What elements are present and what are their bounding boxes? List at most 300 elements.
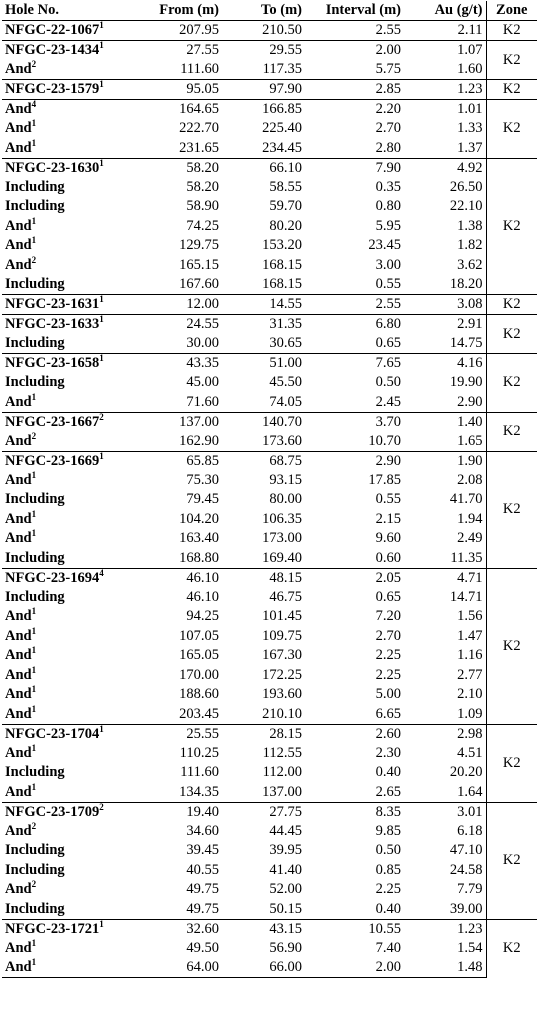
to-cell: 140.70 (222, 412, 305, 432)
table-row (2, 919, 537, 939)
from-cell: 110.25 (179, 744, 219, 761)
from-cell: 30.00 (186, 335, 219, 351)
au-cell: 3.08 (404, 295, 486, 315)
hole-label: And (5, 237, 32, 254)
table-row (2, 724, 537, 744)
au-cell: 20.20 (449, 764, 483, 781)
hole-label: Including (5, 549, 65, 566)
au-cell: 3.62 (457, 256, 483, 273)
footnote-marker: 2 (31, 821, 37, 831)
footnote-marker: 2 (31, 60, 37, 70)
interval-cell: 6.80 (305, 315, 404, 335)
interval-cell: 2.90 (305, 451, 404, 471)
table-row (2, 939, 537, 959)
zone-cell: K2 (486, 354, 537, 413)
hole-label: And (5, 471, 32, 488)
hole-label: NFGC-23-1658 (5, 355, 100, 371)
table-row (2, 21, 537, 41)
from-cell: 162.90 (179, 432, 219, 449)
from-cell: 94.25 (186, 608, 219, 625)
from-cell: 134.35 (179, 783, 219, 800)
to-cell: 97.90 (222, 80, 305, 100)
interval-cell: 0.80 (375, 198, 401, 215)
from-cell: 58.20 (139, 158, 222, 178)
from-cell: 49.50 (186, 939, 219, 956)
zone-cell: K2 (486, 919, 537, 978)
from-cell: 32.60 (139, 919, 222, 939)
table-row (2, 139, 537, 159)
table-row (2, 217, 537, 237)
interval-cell: 9.85 (375, 822, 401, 839)
interval-cell: 6.65 (375, 705, 401, 722)
au-cell: 26.50 (449, 178, 483, 195)
table-row (2, 80, 537, 100)
table-row (2, 197, 537, 217)
footnote-marker: 4 (99, 568, 104, 578)
footnote-marker: 1 (99, 294, 104, 305)
to-cell: 112.55 (262, 744, 302, 761)
table-row (2, 705, 537, 725)
zone-cell: K2 (486, 568, 537, 724)
table-row (2, 158, 537, 178)
from-cell: 71.60 (186, 393, 219, 410)
from-cell: 129.75 (179, 237, 219, 254)
to-cell: 59.70 (269, 198, 302, 215)
hole-cell (2, 393, 139, 413)
hole-label: Including (5, 900, 65, 917)
to-cell: 117.35 (262, 61, 302, 77)
zone-cell: K2 (486, 41, 537, 80)
hole-cell (2, 197, 139, 217)
to-cell: 58.55 (269, 178, 302, 195)
footnote-marker: 2 (31, 431, 37, 441)
from-cell: 27.55 (139, 41, 222, 61)
hole-label: NFGC-23-1704 (5, 725, 100, 742)
hole-label: NFGC-23-1694 (5, 569, 100, 586)
to-cell: 112.00 (262, 764, 302, 781)
hole-cell (2, 841, 139, 861)
table-row (2, 568, 537, 588)
interval-cell: 7.65 (305, 354, 404, 374)
from-cell: 167.60 (179, 276, 219, 292)
hole-cell (2, 236, 139, 256)
hole-cell (2, 451, 139, 471)
hole-label: And (5, 686, 32, 703)
hole-cell (2, 41, 139, 61)
hole-label: And (5, 647, 32, 664)
to-cell: 56.90 (269, 939, 302, 956)
hole-cell (2, 139, 139, 159)
interval-cell: 7.20 (375, 608, 401, 625)
table-row (2, 354, 537, 374)
footnote-marker: 4 (31, 99, 37, 110)
from-cell: 45.00 (186, 374, 219, 391)
interval-cell: 2.85 (305, 80, 404, 100)
hole-label: And (5, 510, 32, 527)
from-cell: 163.40 (179, 530, 219, 547)
to-cell: 210.10 (262, 705, 302, 722)
interval-cell: 2.00 (305, 41, 404, 61)
table-row (2, 60, 537, 80)
from-cell: 95.05 (139, 80, 222, 100)
from-cell: 64.00 (139, 958, 222, 978)
to-cell: 106.35 (262, 510, 302, 527)
au-cell: 24.58 (449, 861, 483, 878)
zone-cell: K2 (486, 80, 537, 100)
from-cell: 40.55 (186, 861, 219, 878)
hole-label: NFGC-23-1721 (5, 920, 100, 937)
au-cell: 1.38 (457, 217, 483, 234)
hole-label: And (5, 61, 32, 77)
interval-cell: 2.00 (305, 958, 404, 978)
hole-cell (2, 900, 139, 920)
hole-cell (2, 627, 139, 647)
table-row (2, 432, 537, 452)
table-row (2, 588, 537, 608)
hole-cell (2, 783, 139, 803)
hole-label: Including (5, 198, 65, 215)
hole-cell (2, 802, 139, 822)
to-cell: 14.55 (222, 295, 305, 315)
footnote-marker: 1 (31, 138, 37, 148)
to-cell: 169.40 (262, 549, 302, 566)
from-cell: 65.85 (139, 451, 222, 471)
hole-cell (2, 80, 139, 100)
from-cell: 137.00 (139, 412, 222, 432)
from-cell: 43.35 (139, 354, 222, 374)
interval-cell: 10.55 (305, 919, 404, 939)
hole-cell (2, 919, 139, 939)
hole-cell (2, 705, 139, 725)
au-cell: 1.23 (404, 919, 486, 939)
interval-cell: 2.60 (305, 724, 404, 744)
from-cell: 49.75 (186, 900, 219, 917)
hole-cell (2, 880, 139, 900)
table-row (2, 900, 537, 920)
from-cell: 25.55 (139, 724, 222, 744)
from-cell: 188.60 (179, 686, 219, 703)
to-cell: 66.10 (222, 158, 305, 178)
au-cell: 1.94 (457, 510, 483, 527)
au-cell: 2.98 (404, 724, 486, 744)
interval-cell: 2.70 (375, 627, 401, 644)
interval-cell: 0.65 (375, 588, 401, 605)
interval-cell: 2.65 (375, 783, 401, 800)
interval-cell: 2.25 (375, 647, 401, 664)
hole-label: Including (5, 588, 65, 605)
header-zone: Zone (486, 1, 537, 21)
zone-cell: K2 (486, 802, 537, 919)
footnote-marker: 1 (31, 119, 37, 129)
table-row (2, 607, 537, 627)
hole-cell (2, 373, 139, 393)
hole-label: And (5, 393, 32, 410)
to-cell: 43.15 (222, 919, 305, 939)
footnote-marker: 1 (31, 626, 37, 636)
table-row (2, 861, 537, 881)
from-cell: 111.60 (180, 61, 219, 77)
hole-cell (2, 724, 139, 744)
hole-cell (2, 471, 139, 491)
hole-cell (2, 510, 139, 530)
table-row (2, 627, 537, 647)
au-cell: 2.77 (457, 666, 483, 683)
interval-cell: 0.65 (375, 335, 401, 351)
zone-cell: K2 (486, 451, 537, 568)
au-cell: 1.65 (457, 432, 483, 449)
au-cell: 4.16 (404, 354, 486, 374)
hole-cell (2, 315, 139, 335)
hole-cell (2, 490, 139, 510)
footnote-marker: 1 (99, 451, 104, 461)
table-row (2, 880, 537, 900)
from-cell: 107.05 (179, 627, 219, 644)
footnote-marker: 1 (31, 236, 37, 246)
au-cell: 18.20 (449, 276, 483, 292)
to-cell: 44.45 (269, 822, 302, 839)
au-cell: 2.10 (457, 686, 483, 703)
hole-cell (2, 217, 139, 237)
au-cell: 4.51 (457, 744, 483, 761)
au-cell: 1.23 (404, 80, 486, 100)
from-cell: 170.00 (179, 666, 219, 683)
hole-cell (2, 549, 139, 569)
hole-label: And (5, 959, 32, 975)
header-interval: Interval (m) (305, 1, 404, 21)
to-cell: 167.30 (262, 647, 302, 664)
table-row (2, 236, 537, 256)
table-row (2, 295, 537, 315)
au-cell: 1.07 (404, 41, 486, 61)
hole-label: And (5, 432, 32, 449)
to-cell: 74.05 (269, 393, 302, 410)
footnote-marker: 1 (99, 919, 104, 929)
interval-cell: 7.90 (305, 158, 404, 178)
from-cell: 24.55 (139, 315, 222, 335)
interval-cell: 0.55 (375, 491, 401, 508)
table-row (2, 41, 537, 61)
hole-cell (2, 646, 139, 666)
hole-cell (2, 21, 139, 41)
hole-cell (2, 100, 139, 120)
hole-label: And (5, 939, 32, 956)
hole-cell (2, 588, 139, 608)
header-row (2, 1, 537, 21)
from-cell: 164.65 (139, 100, 222, 120)
to-cell: 173.00 (262, 530, 302, 547)
hole-cell (2, 568, 139, 588)
footnote-marker: 1 (31, 607, 37, 617)
interval-cell: 2.05 (305, 568, 404, 588)
footnote-marker: 1 (99, 79, 104, 90)
au-cell: 1.33 (457, 120, 483, 137)
table-row (2, 471, 537, 491)
from-cell: 222.70 (179, 120, 219, 137)
hole-cell (2, 334, 139, 354)
hole-label: And (5, 744, 32, 761)
hole-label: And (5, 608, 32, 625)
au-cell: 1.82 (457, 237, 483, 254)
interval-cell: 23.45 (368, 237, 401, 254)
from-cell: 19.40 (139, 802, 222, 822)
au-cell: 41.70 (449, 491, 483, 508)
footnote-marker: 1 (31, 509, 37, 519)
au-cell: 1.01 (404, 100, 486, 120)
interval-cell: 5.00 (375, 686, 401, 703)
table-row (2, 373, 537, 393)
hole-cell (2, 861, 139, 881)
to-cell: 46.75 (269, 588, 302, 605)
footnote-marker: 1 (99, 20, 104, 31)
au-cell: 1.48 (404, 958, 486, 978)
footnote-marker: 1 (31, 782, 37, 792)
from-cell: 231.65 (179, 139, 219, 156)
interval-cell: 9.60 (375, 530, 401, 547)
hole-label: NFGC-23-1579 (5, 81, 100, 97)
from-cell: 46.10 (186, 588, 219, 605)
interval-cell: 3.70 (305, 412, 404, 432)
to-cell: 93.15 (269, 471, 302, 488)
to-cell: 51.00 (222, 354, 305, 374)
interval-cell: 5.75 (375, 61, 401, 77)
hole-cell (2, 412, 139, 432)
table-row (2, 119, 537, 139)
hole-label: Including (5, 764, 65, 781)
footnote-marker: 1 (99, 724, 104, 734)
hole-label: And (5, 783, 32, 800)
table-row (2, 412, 537, 432)
hole-cell (2, 178, 139, 198)
from-cell: 34.60 (186, 822, 219, 839)
from-cell: 111.60 (180, 764, 219, 781)
interval-cell: 5.95 (375, 217, 401, 234)
hole-label: Including (5, 335, 65, 351)
drill-results-table (2, 1, 537, 978)
interval-cell: 2.55 (305, 295, 404, 315)
footnote-marker: 1 (99, 353, 104, 364)
table-row (2, 549, 537, 569)
au-cell: 3.01 (404, 802, 486, 822)
au-cell: 2.11 (404, 21, 486, 41)
from-cell: 165.05 (179, 647, 219, 664)
header-to: To (m) (222, 1, 305, 21)
hole-cell (2, 744, 139, 764)
table-body (2, 21, 537, 978)
hole-cell (2, 822, 139, 842)
table-row (2, 685, 537, 705)
interval-cell: 2.25 (375, 881, 401, 898)
hole-cell (2, 432, 139, 452)
interval-cell: 2.15 (375, 510, 401, 527)
zone-cell: K2 (486, 100, 537, 159)
hole-label: And (5, 139, 32, 156)
hole-cell (2, 354, 139, 374)
footnote-marker: 1 (31, 938, 37, 948)
hole-label: NFGC-23-1630 (5, 159, 100, 176)
from-cell: 46.10 (139, 568, 222, 588)
from-cell: 74.25 (186, 217, 219, 234)
hole-cell (2, 529, 139, 549)
to-cell: 66.00 (222, 958, 305, 978)
au-cell: 1.60 (457, 61, 483, 77)
interval-cell: 10.70 (368, 432, 401, 449)
interval-cell: 3.00 (375, 256, 401, 273)
au-cell: 7.79 (457, 881, 483, 898)
interval-cell: 0.50 (375, 374, 401, 391)
table-row (2, 529, 537, 549)
table-row (2, 393, 537, 413)
from-cell: 79.45 (186, 491, 219, 508)
footnote-marker: 1 (99, 40, 104, 51)
au-cell: 2.49 (457, 530, 483, 547)
from-cell: 12.00 (139, 295, 222, 315)
hole-label: And (5, 530, 32, 547)
footnote-marker: 1 (31, 685, 37, 695)
to-cell: 68.75 (222, 451, 305, 471)
table-row (2, 178, 537, 198)
hole-label: NFGC-23-1631 (5, 296, 100, 312)
from-cell: 104.20 (179, 510, 219, 527)
from-cell: 203.45 (179, 705, 219, 722)
header-from: From (m) (139, 1, 222, 21)
to-cell: 27.75 (222, 802, 305, 822)
footnote-marker: 1 (31, 958, 37, 968)
to-cell: 101.45 (262, 608, 302, 625)
table-row (2, 315, 537, 335)
au-cell: 1.54 (457, 939, 483, 956)
interval-cell: 2.70 (375, 120, 401, 137)
table-row (2, 841, 537, 861)
from-cell: 39.45 (186, 842, 219, 859)
to-cell: 173.60 (262, 432, 302, 449)
hole-label: And (5, 705, 32, 722)
to-cell: 193.60 (262, 686, 302, 703)
table-row (2, 490, 537, 510)
table-row (2, 958, 537, 978)
footnote-marker: 1 (31, 743, 37, 753)
au-cell: 19.90 (449, 374, 483, 391)
hole-label: And (5, 627, 32, 644)
to-cell: 172.25 (262, 666, 302, 683)
hole-label: Including (5, 861, 65, 878)
to-cell: 52.00 (269, 881, 302, 898)
hole-cell (2, 939, 139, 959)
hole-cell (2, 685, 139, 705)
au-cell: 39.00 (449, 900, 483, 917)
au-cell: 4.92 (404, 158, 486, 178)
table-row (2, 783, 537, 803)
zone-cell: K2 (486, 21, 537, 41)
hole-label: NFGC-23-1709 (5, 803, 100, 820)
table-row (2, 451, 537, 471)
zone-cell: K2 (486, 412, 537, 451)
interval-cell: 0.60 (375, 549, 401, 566)
au-cell: 1.40 (404, 412, 486, 432)
table-row (2, 666, 537, 686)
hole-label: NFGC-23-1434 (5, 42, 100, 58)
to-cell: 29.55 (222, 41, 305, 61)
zone-cell: K2 (486, 724, 537, 802)
to-cell: 30.65 (269, 335, 302, 351)
table-row (2, 100, 537, 120)
hole-cell (2, 295, 139, 315)
table-row (2, 256, 537, 276)
au-cell: 14.71 (449, 588, 483, 605)
interval-cell: 0.50 (375, 842, 401, 859)
from-cell: 207.95 (139, 21, 222, 41)
interval-cell: 0.40 (375, 764, 401, 781)
hole-label: Including (5, 374, 65, 391)
